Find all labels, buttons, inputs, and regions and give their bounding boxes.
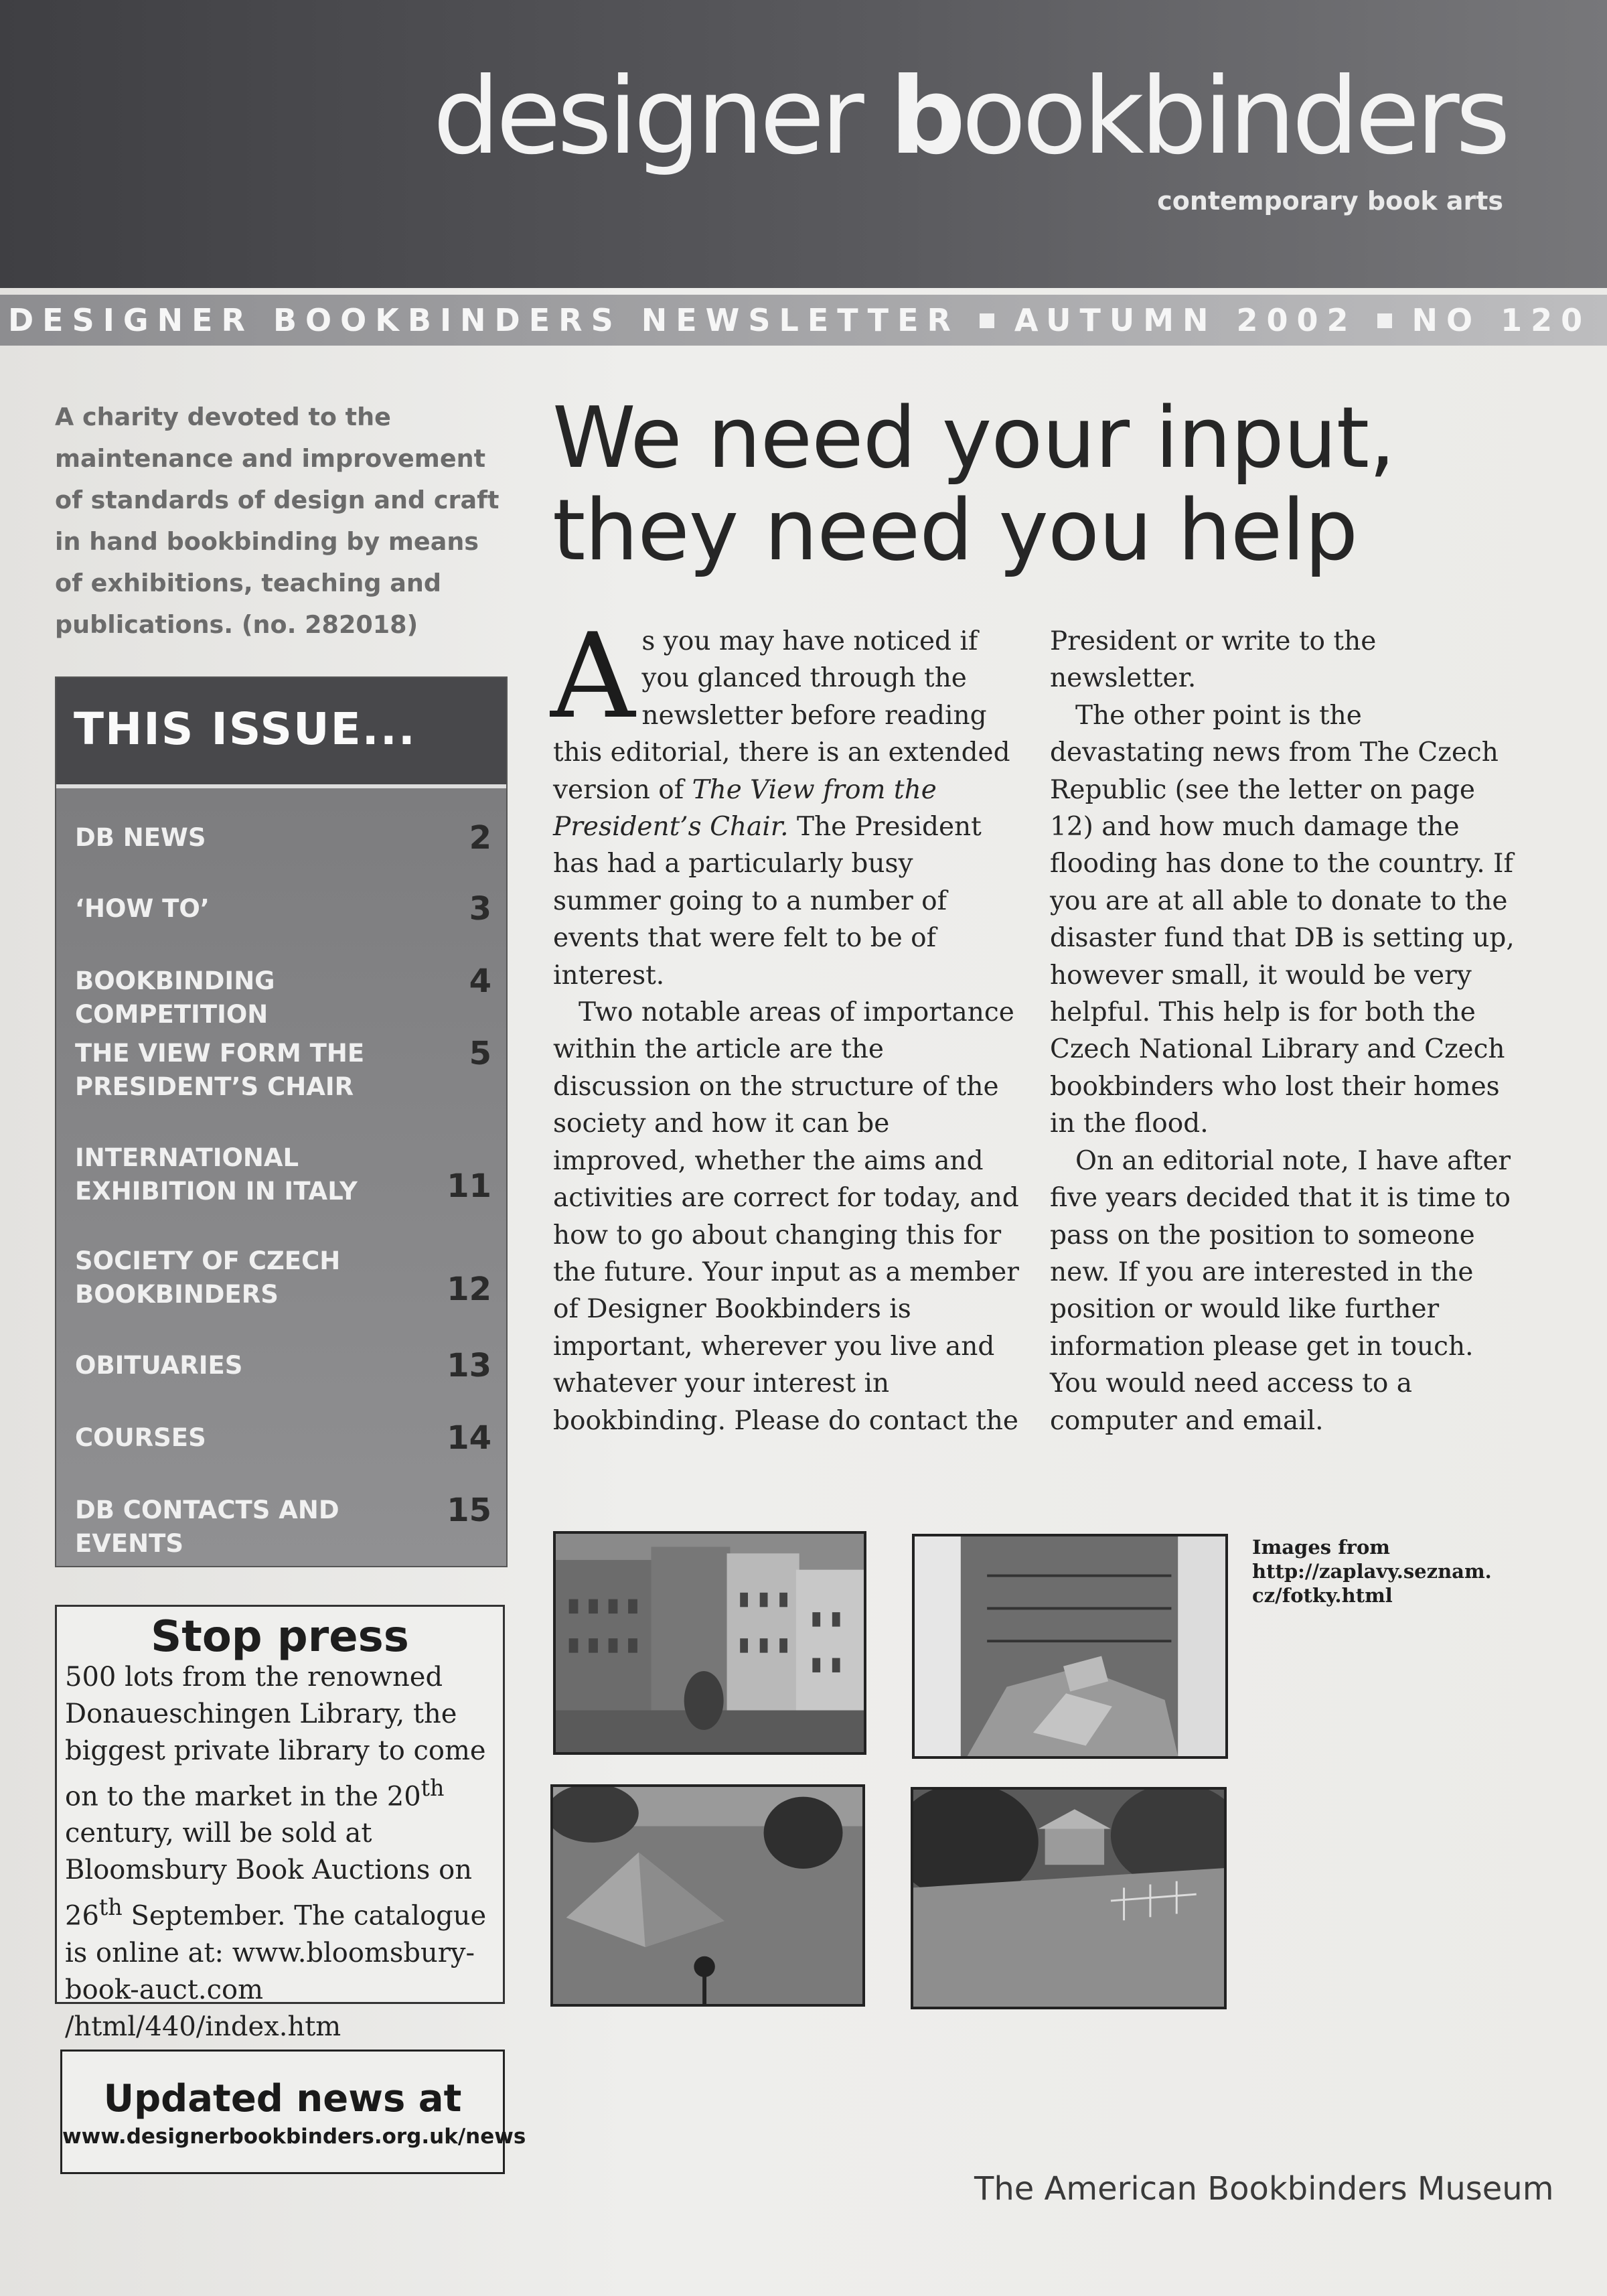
newsletter-band	[0, 295, 1607, 346]
window-frame	[915, 1536, 961, 1756]
article-paragraph: Two notable areas of importance within the article are the discussion on the structure of the society and how it can be improved, whether the aims and activities are correct for today, and how to go about changing this for the future. Your input as a member of Designer Bookbinders is important, wherever you live and whatever your interest in bookbinding. Please do contact the	[553, 997, 1019, 1436]
flooded-street-image	[913, 1790, 1224, 2007]
toc-item-page: 13	[447, 1347, 491, 1384]
toc-item-label: BOOKBINDING COMPETITION	[75, 966, 275, 1029]
headline	[552, 388, 1490, 579]
this-issue-panel	[55, 676, 508, 1567]
charity-statement: A charity devoted to the maintenance and improvement of standards of design and craft in hand bookbinding by means of exhibitions, teaching and publications. (no. 282018)	[55, 403, 500, 639]
submerged-roof-photo	[550, 1784, 865, 2007]
band-title: DESIGNER BOOKBINDERS NEWSLETTER	[8, 302, 960, 338]
toc-item[interactable]	[75, 964, 491, 1031]
toc-item[interactable]	[75, 1494, 491, 1561]
article-column-1	[550, 609, 1023, 1439]
logo-text-bold: b	[889, 55, 962, 178]
toc-item-page: 2	[469, 819, 491, 857]
tagline: contemporary book arts	[1157, 186, 1503, 216]
tree	[764, 1797, 843, 1869]
window-frame	[1178, 1536, 1225, 1756]
stop-press-text: September. The catalogue is online at: www.bloomsbury-book-auct.com /html/440/index.htm	[65, 1900, 487, 2042]
logo-text-light: designer	[433, 55, 890, 178]
stop-press-title: Stop press	[151, 1612, 409, 1662]
toc-item-label: DB CONTACTS AND EVENTS	[75, 1496, 339, 1558]
museum-watermark: The American Bookbinders Museum	[974, 2170, 1554, 2208]
headline-line-2: they need you help	[552, 481, 1358, 579]
toc-item-label: THE VIEW FORM THE PRESIDENT’S CHAIR	[75, 1039, 365, 1101]
updated-news-heading: Updated news at	[103, 2077, 462, 2121]
toc-item-page: 15	[447, 1492, 491, 1529]
stop-press-sup: th	[98, 1894, 123, 1921]
flooded-buildings-photo	[553, 1531, 866, 1755]
toc-item-label: COURSES	[75, 1423, 206, 1452]
article-column-2	[1050, 623, 1520, 1439]
article-paragraph: The other point is the devastating news from The Czech Republic (see the letter on page 12) and how much damage the flooding has done to the country. If you are at all able to donate to the disaster fund that DB is setting up, however small, it would be very helpful. This help is for both the Czech National Library and Czech bookbinders who lost their homes in the flood.	[1050, 700, 1515, 1139]
square-bullet-icon	[980, 313, 994, 328]
toc-item-label: SOCIETY OF CZECH BOOKBINDERS	[75, 1246, 341, 1309]
logo-text-rest: ookbinders	[962, 55, 1507, 178]
article-paragraph: On an editorial note, I have after five years decided that it is time to pass on the position to someone new. If you are interested in the position or would like further information please get in touch. You would need access to a computer and email.	[1050, 1145, 1511, 1436]
flooded-library-photo	[912, 1534, 1228, 1759]
article-text: The President has had a particularly busy summer going to a number of events that were felt to be of interest.	[553, 812, 982, 991]
stop-press-sup: th	[420, 1775, 445, 1801]
square-bullet-icon	[1377, 313, 1392, 328]
this-issue-title: THIS ISSUE...	[56, 678, 506, 788]
stop-press-body	[57, 1659, 503, 2046]
flooded-library-image	[915, 1536, 1225, 1756]
toc-item[interactable]	[75, 821, 491, 855]
lamp-post	[702, 1973, 706, 2004]
toc-item[interactable]	[75, 1037, 491, 1104]
toc-item-label: INTERNATIONAL EXHIBITION IN ITALY	[75, 1143, 358, 1206]
masthead	[0, 0, 1607, 288]
band-season: AUTUMN 2002	[1014, 302, 1357, 338]
toc-item[interactable]	[75, 1244, 491, 1311]
toc-item-page: 14	[447, 1419, 491, 1457]
drop-cap: A	[550, 609, 635, 745]
toc-item[interactable]	[75, 1421, 491, 1455]
toc-item-page: 4	[469, 962, 491, 1000]
article-paragraph	[550, 609, 1023, 994]
submerged-roof-image	[553, 1787, 862, 2004]
logo	[433, 55, 1507, 178]
updated-news-box	[60, 2050, 526, 2174]
toc-item[interactable]	[75, 1141, 491, 1208]
toc-item-page: 3	[469, 890, 491, 928]
toc-item-label: DB NEWS	[75, 823, 206, 852]
toc-item-page: 11	[447, 1167, 491, 1205]
stop-press-text: century, will be sold at Bloomsbury Book Auctions on 26	[65, 1818, 472, 1932]
building	[796, 1570, 864, 1723]
stop-press-text: 500 lots from the renowned Donaueschingen Library, the biggest private library to come on to the market in the 20	[65, 1662, 486, 1812]
toc-item[interactable]	[75, 1349, 491, 1382]
flooded-buildings-image	[556, 1534, 864, 1752]
pavilion	[1045, 1826, 1104, 1865]
toc-item[interactable]	[75, 892, 491, 926]
stop-press-box	[55, 1605, 505, 2042]
toc-item-label: ‘HOW TO’	[75, 894, 210, 923]
article-text: s you may have noticed if you glanced through the newsletter before reading this editorial, there is an extended version of	[553, 626, 1010, 805]
toc-item-page: 12	[447, 1271, 491, 1308]
headline-line-1: We need your input,	[552, 388, 1395, 487]
tree	[684, 1671, 724, 1730]
photo-caption: Images from http://zaplavy.seznam. cz/fotky.html	[1252, 1536, 1492, 1607]
updated-news-url[interactable]: www.designerbookbinders.org.uk/news	[62, 2125, 526, 2149]
toc-item-label: OBITUARIES	[75, 1351, 243, 1380]
article-paragraph: President or write to the newsletter.	[1050, 626, 1377, 694]
band-issue: NO 120	[1411, 302, 1592, 338]
toc-item-page: 5	[469, 1035, 491, 1072]
article-italic-title: The View from the President’s Chair.	[553, 774, 937, 843]
flooded-street-photo	[911, 1787, 1227, 2009]
